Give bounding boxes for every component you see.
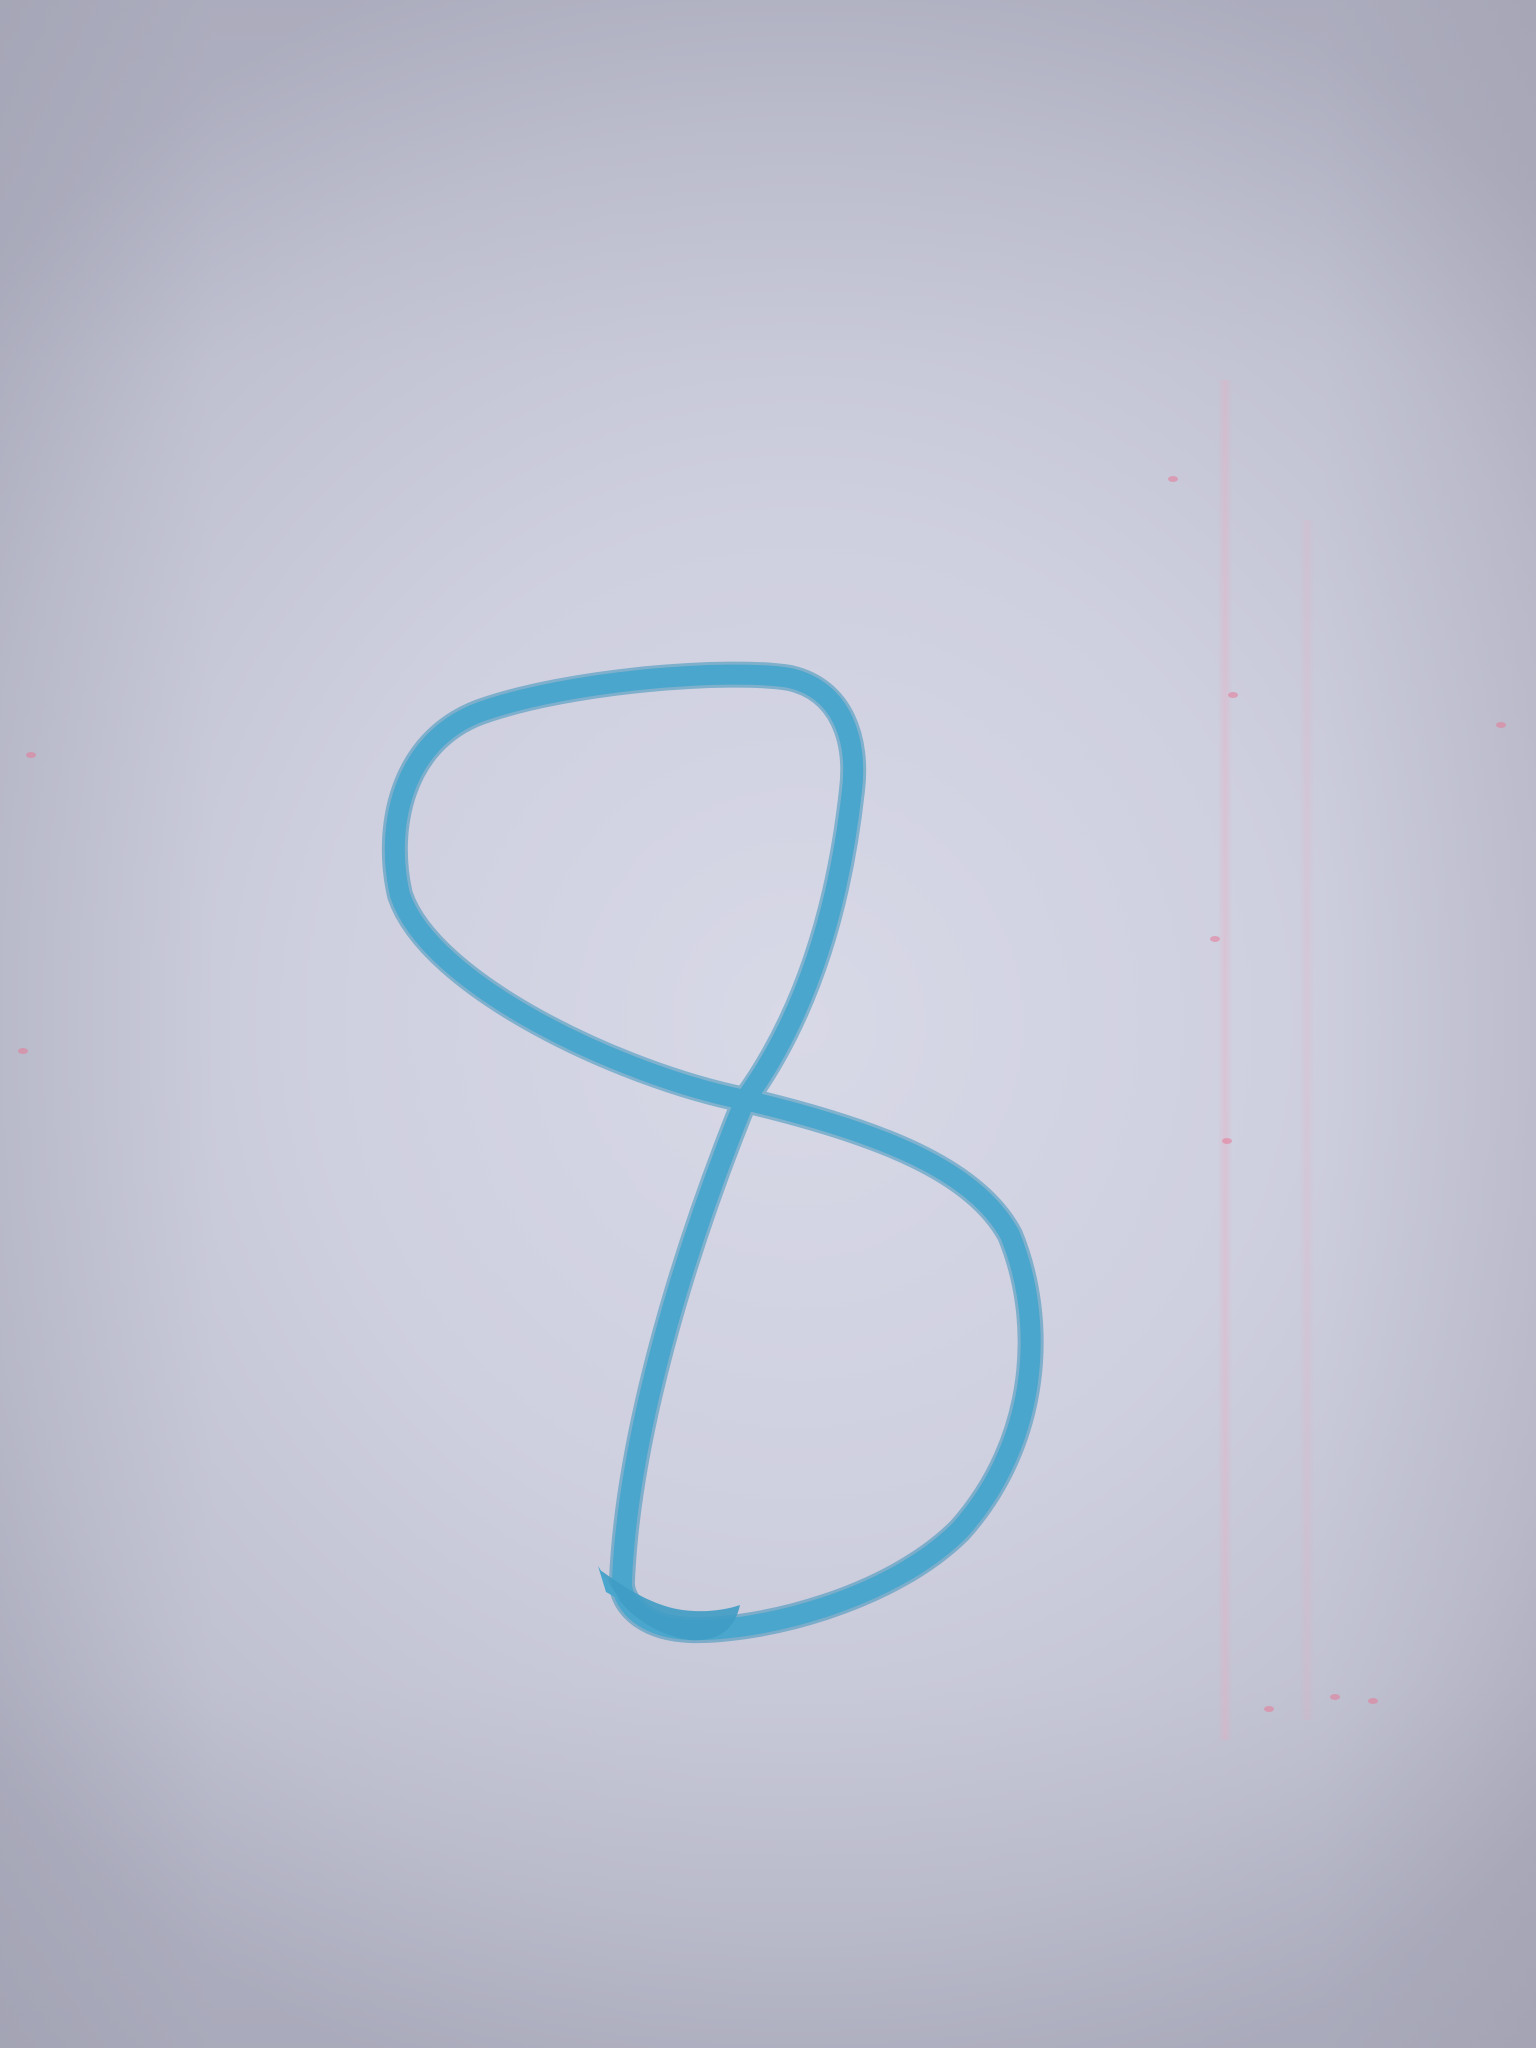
digit-eight-stroke-shadow bbox=[395, 675, 1031, 1631]
